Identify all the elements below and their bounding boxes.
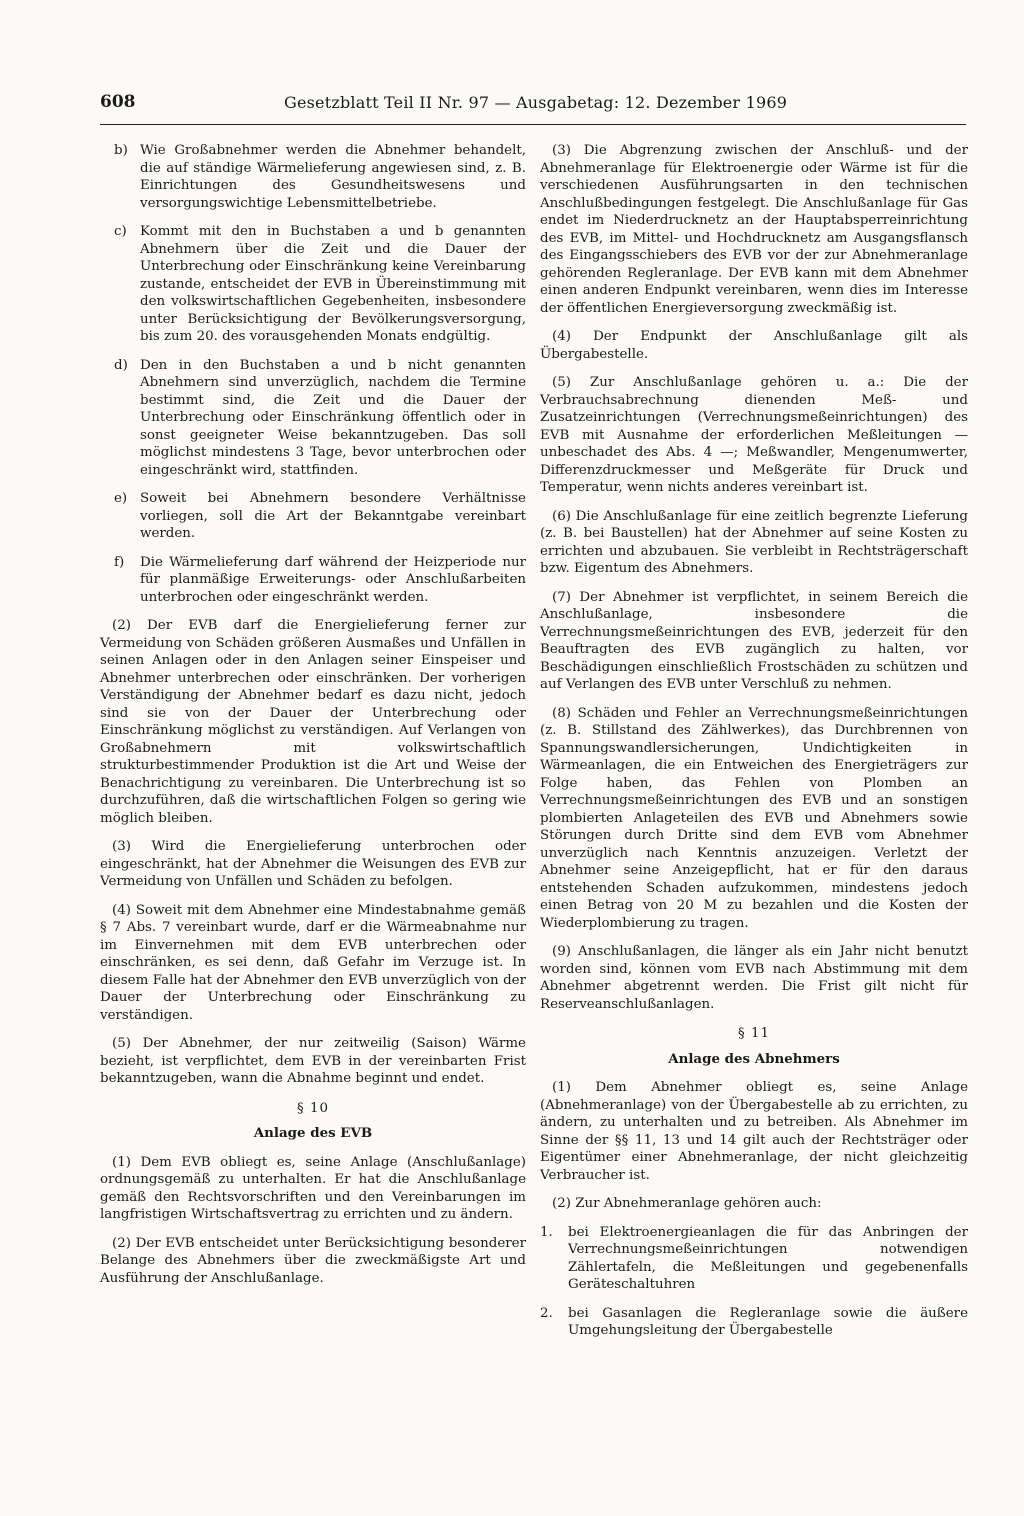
numbered-item bbox=[540, 1224, 968, 1294]
item-label: b) bbox=[114, 143, 128, 158]
paragraph-3: (3) Die Abgrenzung zwischen der Anschluß- und der Abnehmeranlage für Elektroenergie oder Wärme ist für die verschiedenen Ausführungsarten in den technischen Anschlußbedingungen festgelegt. Die Anschlußanlage für Gas endet im Niederdrucknetz an der Hauptabsperreinrichtung des EVB, im Mittel- und Hochdrucknetz am Ausgangsflansch des Eingangsschiebers des EVB vor der zur Abnehmeranlage gehörenden Regleranlage. Der EVB kann mit dem Abnehmer einen anderen Endpunkt vereinbaren, wenn dies im Interesse der öffentlichen Energieversorgung zweckmäßig ist. bbox=[540, 143, 968, 316]
paragraph-5: (5) Der Abnehmer, der nur zeitweilig (Saison) Wärme bezieht, ist verpflichtet, dem EVB in der vereinbarten Frist bekanntzugeben, wann die Abnahme beginnt und endet. bbox=[100, 1036, 526, 1086]
section-paragraph: (2) Zur Abnehmeranlage gehören auch: bbox=[552, 1196, 822, 1211]
right-column bbox=[540, 142, 968, 1351]
item-label: 2. bbox=[540, 1305, 553, 1321]
page-number: 608 bbox=[100, 92, 136, 112]
item-text: Die Wärmelieferung darf während der Heizperiode nur für planmäßige Erweiterungs- oder Anschlußarbeiten unterbrochen oder eingeschränkt werden. bbox=[140, 554, 526, 605]
running-title: Gesetzblatt Teil II Nr. 97 — Ausgabetag: 12. Dezember 1969 bbox=[284, 93, 788, 112]
item-text: Den in den Buchstaben a und b nicht genannten Abnehmern sind unverzüglich, nachdem die Termine bestimmt sind, die Zeit und die Dauer der Unterbrechung oder Einschränkung öffentlich oder in sonst geeigneter Weise bekanntzugeben. Das soll möglichst mindestens 3 Tage, bevor unterbrochen oder eingeschränkt wird, stattfinden. bbox=[140, 357, 526, 478]
item-text: bei Elektroenergieanlagen die für das Anbringen der Verrechnungsmeßeinrichtungen notwendigen Zählertafeln, die Meßleitungen und gegebenenfalls Geräteschaltuhren bbox=[568, 1224, 968, 1292]
paragraph-3: (3) Wird die Energielieferung unterbrochen oder eingeschränkt, hat der Abnehmer die Weisungen des EVB zur Vermeidung von Unfällen und Schäden zu befolgen. bbox=[100, 839, 526, 889]
section-paragraph: (2) Der EVB entscheidet unter Berücksichtigung besonderer Belange des Abnehmers über die zweckmäßigste Art und Ausführung der Anschlußanlage. bbox=[100, 1235, 526, 1286]
section-title: Anlage des Abnehmers bbox=[668, 1050, 840, 1067]
item-label: d) bbox=[114, 357, 128, 373]
list-item-e bbox=[100, 490, 526, 543]
section-paragraph: (1) Dem EVB obliegt es, seine Anlage (Anschlußanlage) ordnungsgemäß zu unterhalten. Er hat die Anschlußanlage gemäß den Rechtsvorschriften und den Vereinbarungen im langfristigen Wirtschaftsvertrag zu errichten und zu ändern. bbox=[100, 1154, 526, 1222]
item-label: e) bbox=[114, 491, 128, 506]
paragraph-2: (2) Der EVB darf die Energielieferung ferner zur Vermeidung von Schäden größeren Ausmaßes und Unfällen in seinen Anlagen oder in den Anlagen seiner Einspeiser und Abnehmer unterbrechen oder einschränken. Der vorherigen Verständigung der Abnehmer bedarf es dazu nicht, jedoch sind sie von der Dauer der Unterbrechung oder Einschränkung möglichst zu verständigen. Auf Verlangen von Großabnehmern mit volkswirtschaftlich strukturbestimmender Produktion ist die Art und Weise der Benachrichtigung zu vereinbaren. Die Unterbrechung ist so durchzuführen, daß die wirtschaftlichen Folgen so gering wie möglich bleiben. bbox=[100, 618, 526, 826]
section-title: Anlage des EVB bbox=[253, 1125, 373, 1141]
paragraph-7: (7) Der Abnehmer ist verpflichtet, in seinem Bereich die Anschlußanlage, insbesondere die Verrechnungsmeßeinrichtungen des EVB, jederzeit für den Beauftragten des EVB zugänglich zu halten, vor Beschädigungen einschließlich Frostschäden zu schützen und auf Verlangen des EVB unter Verschluß zu nehmen. bbox=[540, 589, 968, 692]
section-number: § 11 bbox=[738, 1026, 770, 1041]
paragraph-4: (4) Soweit mit dem Abnehmer eine Mindestabnahme gemäß § 7 Abs. 7 vereinbart wurde, darf er die Wärmeabnahme nur im Einvernehmen mit dem EVB unterbrechen oder einschränken, es sei denn, daß Gefahr im Verzuge ist. In diesem Falle hat der Abnehmer den EVB unverzüglich von der Dauer der Unterbrechung oder Einschränkung zu verständigen. bbox=[100, 902, 526, 1023]
section-number: § 10 bbox=[297, 1100, 329, 1116]
paragraph-8: (8) Schäden und Fehler an Verrechnungsmeßeinrichtungen (z. B. Stillstand des Zählwerkes), das Durchbrennen von Spannungswandlersicherungen, Undichtigkeiten in Wärmeanlagen, die ein Entweichen des Energieträgers zur Folge haben, das Fehlen von Plomben an Verrechnungsmeßeinrichtungen des EVB und an sonstigen plombierten Anlageteilen des EVB und Abnehmers sowie Störungen durch Dritte sind dem EVB vom Abnehmer unverzüglich nach Kenntnis anzuzeigen. Verletzt der Abnehmer seine Anzeigepflicht, hat er für den daraus entstehenden Schaden aufzukommen, mindestens jedoch einen Betrag von 20 M zu bezahlen und die Kosten der Wiederplombierung zu tragen. bbox=[540, 705, 968, 931]
paragraph-4: (4) Der Endpunkt der Anschlußanlage gilt als Übergabestelle. bbox=[540, 329, 968, 362]
item-text: Wie Großabnehmer werden die Abnehmer behandelt, die auf ständige Wärmelieferung angewiesen sind, z. B. Einrichtungen des Gesundheitswesens und versorgungswichtige Lebensmittelbetriebe. bbox=[140, 143, 526, 211]
item-text: bei Gasanlagen die Regleranlage sowie die äußere Umgehungsleitung der Übergabestelle bbox=[568, 1305, 968, 1338]
page-header bbox=[100, 90, 966, 125]
list-item-d bbox=[100, 357, 526, 480]
paragraph-6: (6) Die Anschlußanlage für eine zeitlich begrenzte Lieferung (z. B. bei Baustellen) hat der Abnehmer auf seine Kosten zu errichten und abzubauen. Sie verbleibt in Rechtsträgerschaft bzw. Eigentum des Abnehmers. bbox=[540, 508, 968, 576]
paragraph-9: (9) Anschlußanlagen, die länger als ein Jahr nicht benutzt worden sind, können vom EVB nach Abstimmung mit dem Abnehmer abgetrennt werden. Die Frist gilt nicht für Reserveanschlußanlagen. bbox=[540, 944, 968, 1012]
list-item-b bbox=[100, 142, 526, 212]
list-item-f bbox=[100, 554, 526, 607]
numbered-item bbox=[540, 1305, 968, 1340]
list-item-c bbox=[100, 223, 526, 346]
item-text: Kommt mit den in Buchstaben a und b genannten Abnehmern über die Zeit und die Dauer der Unterbrechung oder Einschränkung keine Vereinbarung zustande, entscheidet der EVB in Übereinstimmung mit den volkswirtschaftlichen Gegebenheiten, insbesondere unter Berücksichtigung der Bevölkerungsversorgung, bis zum 20. des vorausgehenden Monats endgültig. bbox=[140, 224, 526, 344]
item-label: f) bbox=[114, 554, 125, 570]
section-paragraph: (1) Dem Abnehmer obliegt es, seine Anlage (Abnehmeranlage) von der Übergabestelle ab zu errichten, zu ändern, zu unterhalten und zu betreiben. Als Abnehmer im Sinne der §§ 11, 13 und 14 gilt auch der Rechtsträger oder Eigentümer einer Abnehmeranlage, der nicht gleichzeitig Verbraucher ist. bbox=[540, 1080, 968, 1183]
left-column bbox=[100, 142, 526, 1298]
paragraph-5: (5) Zur Anschlußanlage gehören u. a.: Die der Verbrauchsabrechnung dienenden Meß- und Zusatzeinrichtungen (Verrechnungsmeßeinrichtungen) des EVB mit Ausnahme der erforderlichen Meßleitungen — unbeschadet des Abs. 4 —; Meßwandler, Mengenumwerter, Differenzdruckmesser und Meßgeräte für Druck und Temperatur, wenn nichts anderes vereinbart ist. bbox=[540, 375, 968, 495]
item-label: 1. bbox=[540, 1224, 553, 1240]
item-text: Soweit bei Abnehmern besondere Verhältnisse vorliegen, soll die Art der Bekanntgabe vereinbart werden. bbox=[140, 491, 526, 541]
item-label: c) bbox=[114, 224, 127, 239]
